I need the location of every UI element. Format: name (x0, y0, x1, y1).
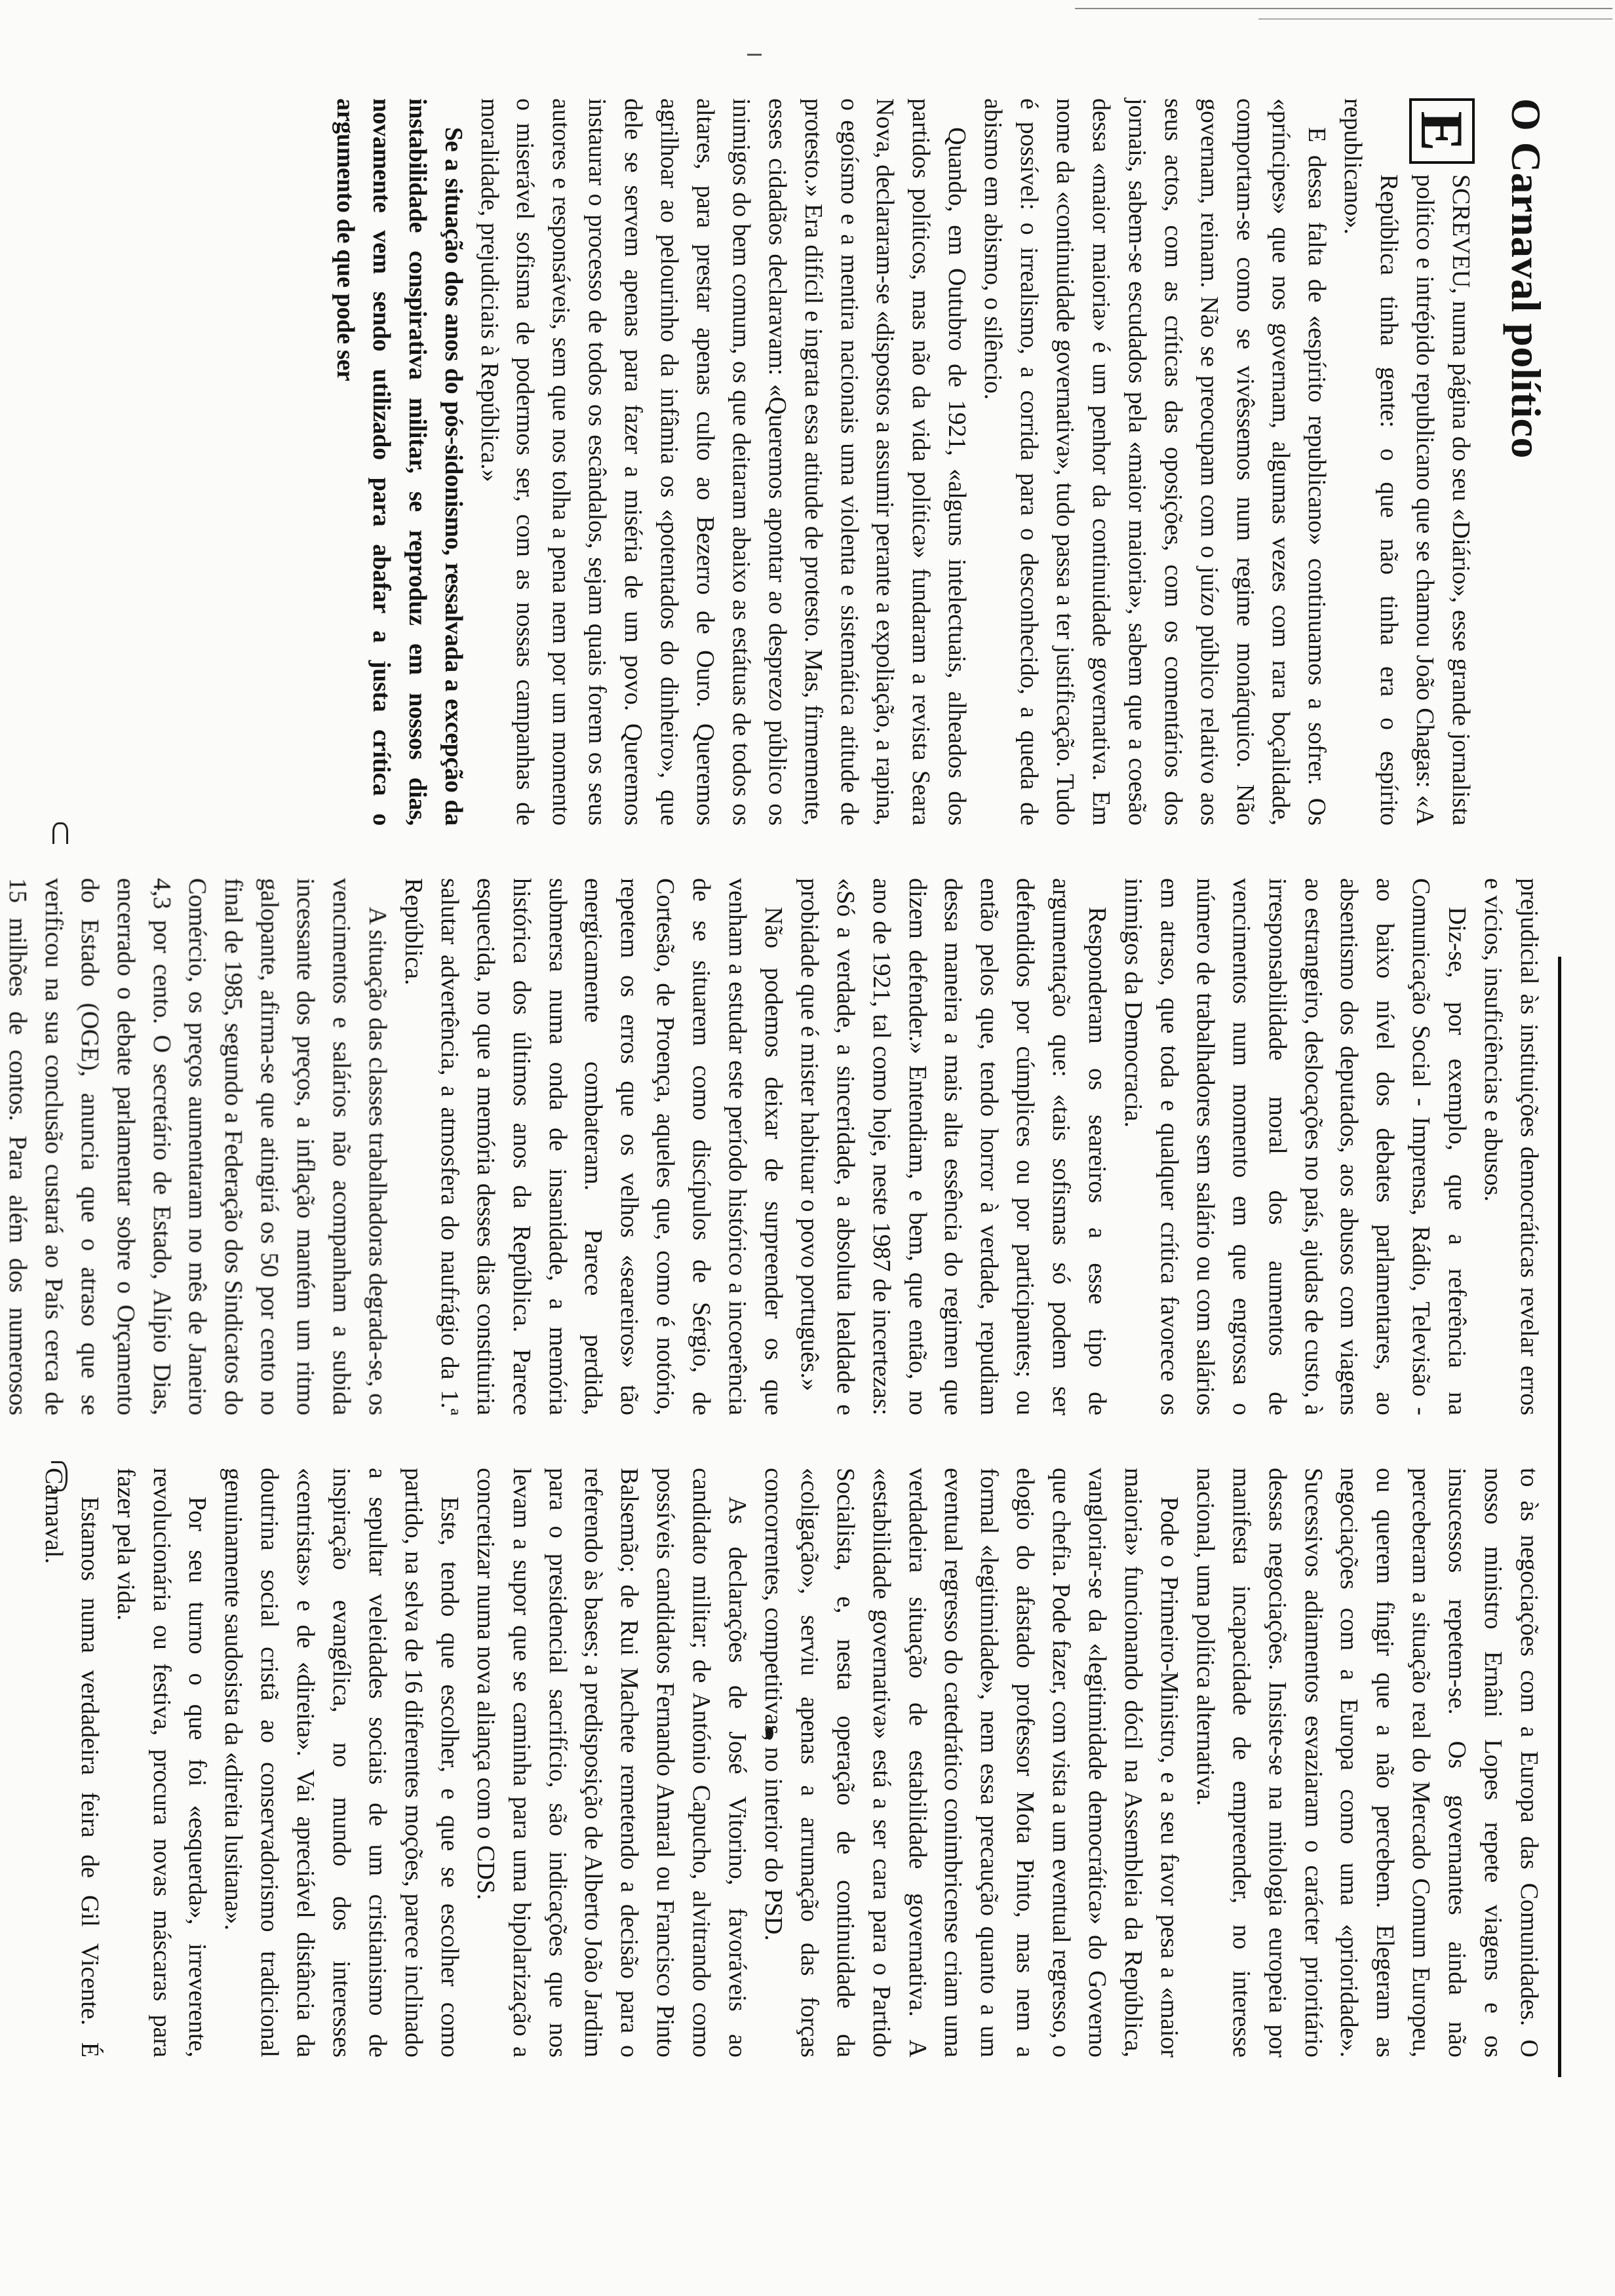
scan-speck (52, 822, 68, 844)
article-paragraph: Este, tendo que escolher, e que se escolher como partido, na selva de 16 diferentes moções, parece inclinado a sepultar veleidades sociais de um cristianismo de inspiração evangélica, no mundo dos interesses «centristas» e de «direita». Vai apreciável distância da doutrina social cristã ao conservadorismo tradicional genuinamente saudosista da «direita lusitana». (220, 1468, 463, 2057)
scan-line (1258, 18, 1612, 20)
article-paragraph: A situação das classes trabalhadoras degrada-se, os vencimentos e salários não acompanham a subida incessante dos preços, a inflação mantém um ritmo galopante, afirma-se que atingirá os 50 por cento no final de 1985, segundo a Federação dos Sindicatos do Comércio, os preços aumentaram no mês de Janeiro 4,3 por cento. O secretário de Estado, Alípio Dias, encerrado o debate parlamentar sobre o Orçamento do Estado (OGE), anuncia que o atraso que se verificou na sua conclusão custará ao País cerca de 15 milhões de contos. Para além dos numerosos (3, 878, 391, 1415)
newspaper-clipping (3, 98, 1580, 2077)
article-paragraph: Estamos numa verdadeira feira de Gil Vicente. É Carnaval. (39, 1468, 104, 2057)
article-paragraph: Quando, em Outubro de 1921, «alguns intelectuais, alheados dos partidos políticos, mas não da vida política» fundaram a revista Seara Nova, declararam-se «dispostos a assumir perante a expoliação, a rapina, o egoísmo e a mentira nacionais uma violenta e sistemática atitude de protesto.» Era difícil e ingrata essa atitude de protesto. Mas, firmemente, esses cidadãos declaravam: «Queremos apontar ao desprezo público os inimigos do bem comum, os que deitaram abaixo as estátuas de todos os altares, para prestar apenas culto ao Bezerro de Ouro. Queremos agrilhoar ao pelourinho da infâmia os «potentados do dinheiro», que dele se servem apenas para fazer a miséria de um povo. Queremos instaurar o processo de todos os escândalos, sejam quais forem os seus autores e responsáveis, sem que nos tolha a pena nem por um momento o miserável sofisma de podermos ser, com as nossas campanhas de moralidade, prejudiciais à República.» (475, 98, 971, 826)
article-paragraph: Pode o Primeiro-Ministro, e a seu favor pesa a «maior maioria» funcionando dócil na Assembleia da República, vangloriar-se da «legitimidade democrática» do Governo que chefia. Pode fazer, com vista a um eventual regresso, o elogio do afastado professor Mota Pinto, mas nem a formal «legitimidade», nem essa precaução quanto a um eventual regresso do catedrático conimbricense criam uma verdadeira situação de estabilidade governativa. A «estabilidade governativa» está a ser cara para o Partido Socialista, e, nesta operação de continuidade da «coligação», serviu apenas a arrumação das forças concorrentes, competitivas, no interior do PSD. (759, 1468, 1183, 2057)
article-paragraph: E dessa falta de «espírito republicano» continuamos a sofrer. Os «príncipes» que nos governam, algumas vezes com rara boçalidade, comportam-se como se vivêssemos num regime monárquico. Não governam, reinam. Não se preocupam com o juízo público relativo aos seus actos, com as críticas das oposições, com os comentários dos jornais, sabem-se escudados pela «maior maioria», sabem que a coesão dessa «maior maioria» é um penhor da continuidade governativa. Em nome da «continuidade governativa», tudo passa a ter justificação. Tudo é possível: o irrealismo, a corrida para o desconhecido, a queda de abismo em abismo, o silêncio. (979, 98, 1331, 826)
article-paragraph: Por seu turno o que foi «esquerda», irreverente, revolucionária ou festiva, procura novas máscaras para fazer pela vida. (111, 1468, 212, 2057)
drop-cap: E (1409, 98, 1475, 164)
article-paragraph: prejudicial às instituições democráticas revelar erros e vícios, insuficiências e abusos. (1479, 878, 1543, 1415)
article-paragraph: Se a situação dos anos do pós-sidonismo, ressalvada a excepção da instabilidade conspirativa militar, se reproduz em nossos dias, novamente vem sendo utilizado para abafar a justa crítica o argumento de que pode ser (331, 98, 467, 826)
article-paragraph: As declarações de José Vitorino, favoráveis ao candidato militar; de António Capucho, alvitrando como possíveis candidatos Fernando Amaral ou Francisco Pinto Balsemão; de Rui Machete remetendo a decisão para o referendo às bases; a predisposição de Alberto João Jardim para o presidencial sacrifício, são indicações que nos levam a supor que se caminha para uma bipolarização a concretizar numa nova aliança com o CDS. (471, 1468, 752, 2057)
article-headline: O Carnaval político (1503, 98, 1549, 459)
article-paragraph: Não podemos deixar de surpreender os que venham a estudar este período histórico a incoerência de se situarem como discípulos de Sérgio, de Cortesão, de Proença, aqueles que, como é notório, repetem os erros que os velhos «seareiros» tão energicamente combateram. Parece perdida, submersa numa onda de insanidade, a memória histórica dos últimos anos da República. Parece esquecida, no que a memória desses dias constituiria salutar advertência, a atmosfera do naufrágio da 1.ª República. (399, 878, 787, 1415)
article-column-1 (331, 98, 1549, 826)
article-paragraph: to às negociações com a Europa das Comunidades. O nosso ministro Ernâni Lopes repete viagens e os insucessos repetem-se. Os governantes ainda não perceberam a situação real do Mercado Comum Europeu, ou querem fingir que a não percebem. Elegeram as negociações com a Europa como uma «prioridade». Sucessivos adiamentos esvaziaram o carácter prioritário dessas negociações. Insiste-se na mitologia europeia por manifesta incapacidade de empreender, no interesse nacional, uma política alternativa. (1191, 1468, 1543, 2057)
article-column-3 (39, 1468, 1547, 2057)
article-paragraph: SCREVEU, numa página do seu «Diário», esse grande jornalista político e intrépido republicano que se chamou João Chagas: «A República tinha gente: o que não tinha era o espírito republicano». (1339, 98, 1475, 826)
article-paragraph: Responderam os seareiros a esse tipo de argumentação que: «tais sofismas só podem ser defendidos por cúmplices ou por participantes; ou então pelos que, tendo horror à verdade, repudiam dessa maneira a mais alta essência do regimen que dizem defender.» Entendiam, e bem, que então, no ano de 1921, tal como hoje, neste 1987 de incertezas: «Só a verdade, a sinceridade, a absoluta lealdade e probidade que é mister habituar o povo português.» (795, 878, 1112, 1415)
column-rule (1558, 957, 1561, 2077)
scan-line (1075, 8, 1612, 9)
article-column-2 (3, 878, 1547, 1415)
article-paragraph: Diz-se, por exemplo, que a referência na Comunicação Social - Imprensa, Rádio, Televisão - ao baixo nível dos debates parlamentares, ao absentismo dos deputados, aos abusos com viagens ao estrangeiro, deslocações no país, ajudas de custo, à irresponsabilidade moral dos aumentos de vencimentos num momento em que engrossa o número de trabalhadores sem salário ou com salários em atraso, que toda e qualquer crítica favorece os inimigos da Democracia. (1119, 878, 1471, 1415)
scan-line (747, 54, 762, 56)
